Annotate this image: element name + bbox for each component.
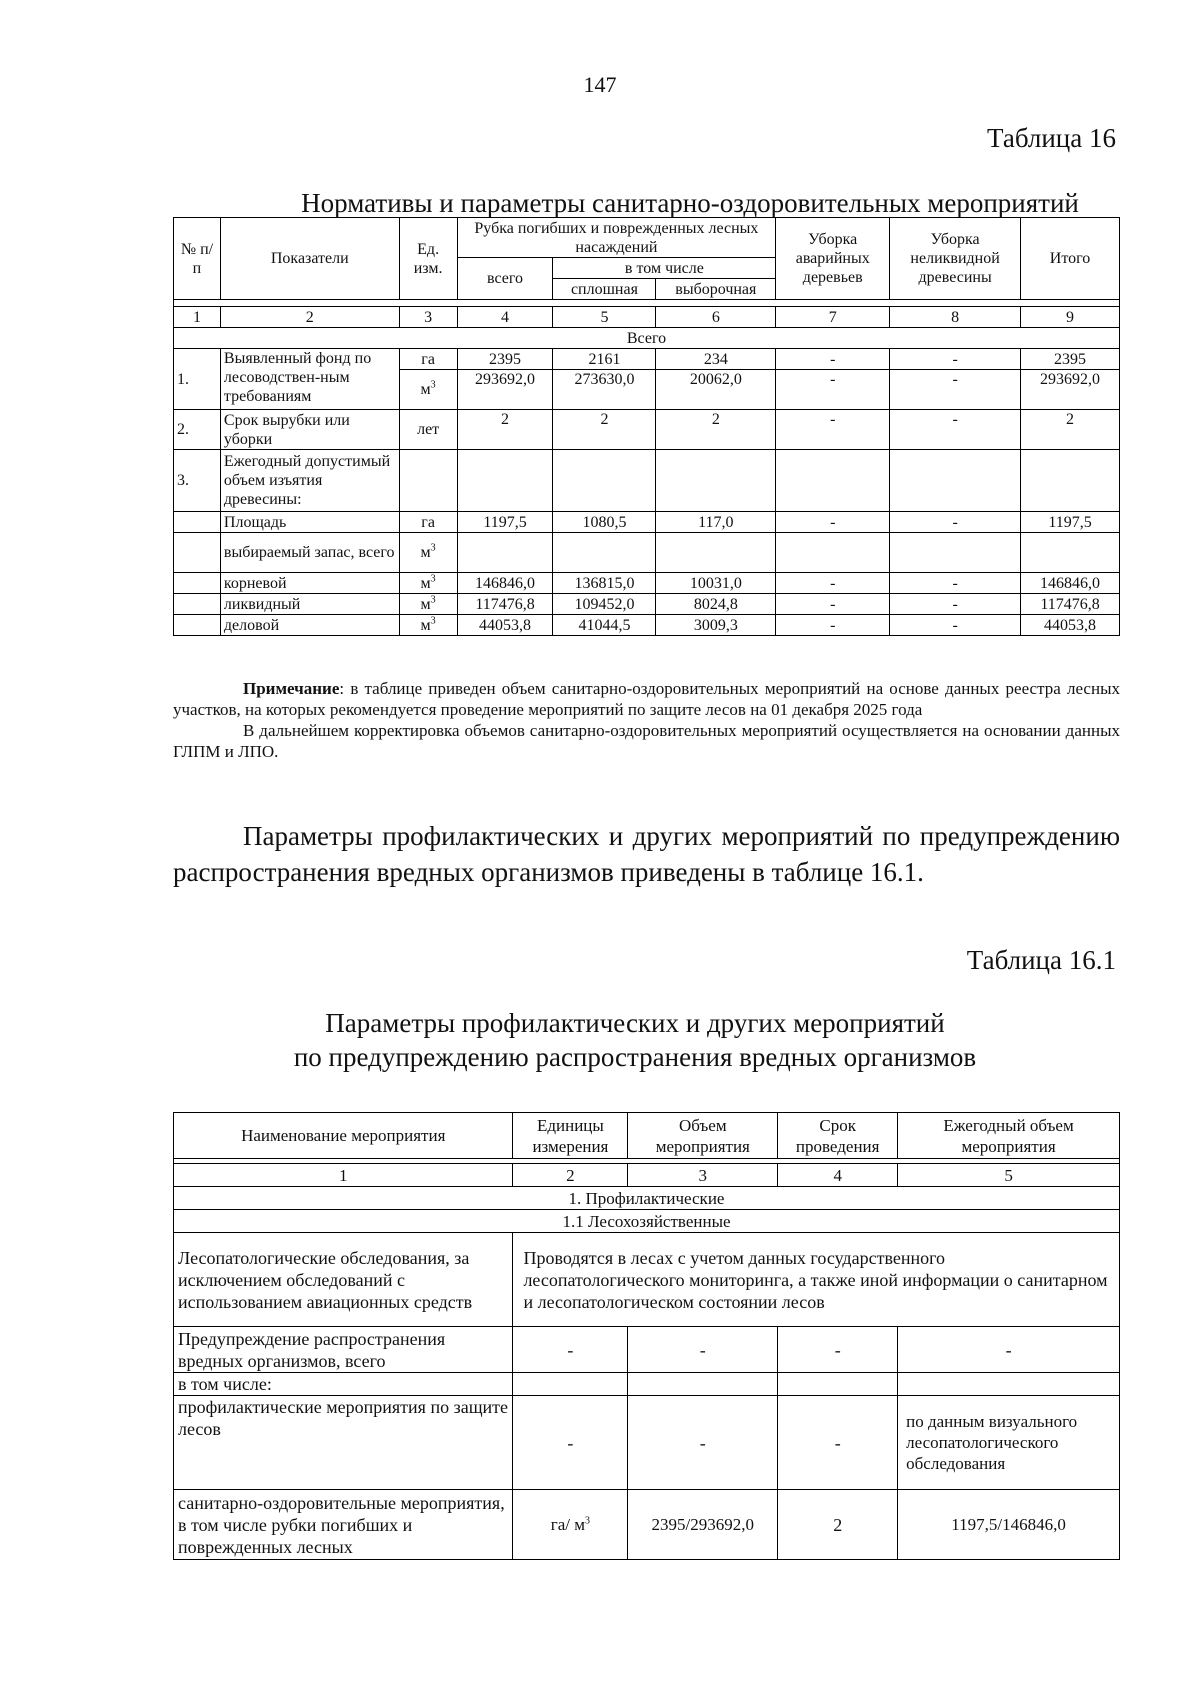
header-selective: выборочная: [656, 279, 776, 300]
note-bold: Примечание: [243, 679, 340, 698]
value-cell: 2395/293692,0: [628, 1490, 778, 1560]
table-16-title: Нормативы и параметры санитарно-оздоровительных мероприятий: [301, 188, 1079, 218]
note-block: [173, 678, 1120, 762]
value-cell: 2: [1021, 410, 1120, 450]
unit-cell: га: [399, 349, 457, 370]
table-16-1-title-line1: Параметры профилактических и других мероприятий: [325, 1008, 945, 1038]
row-label: Ежегодный допустимый объем изъятия древесины:: [220, 450, 399, 512]
body-paragraph-text: Параметры профилактических и других мероприятий по предупреждению распространения вредных организмов приведены в таблице 16.1.: [173, 821, 1120, 887]
unit-cell: [513, 1490, 628, 1560]
value-cell: -: [890, 615, 1021, 636]
value-cell: 1197,5: [457, 512, 553, 533]
col-number: 7: [776, 307, 890, 328]
value-cell: 2: [656, 410, 776, 450]
value-cell: -: [890, 594, 1021, 615]
activity-name: Предупреждение распространения вредных организмов, всего: [174, 1327, 513, 1373]
unit-cell: [399, 533, 457, 573]
unit-sup: 3: [430, 594, 436, 606]
col-number: 9: [1021, 307, 1120, 328]
activity-name: санитарно-оздоровительные мероприятия, в том числе рубки погибших и поврежденных лесных: [174, 1490, 513, 1560]
value-cell: 10031,0: [656, 573, 776, 594]
unit-cell: лет: [399, 410, 457, 450]
header-cell: Ежегодный объем мероприятия: [898, 1113, 1120, 1159]
value-cell: -: [776, 615, 890, 636]
row-label: корневой: [220, 573, 399, 594]
subsection-heading: 1.1 Лесохозяйственные: [174, 1210, 1120, 1233]
unit-text: м: [420, 381, 431, 398]
unit-cell: [399, 370, 457, 410]
value-cell: -: [513, 1327, 628, 1373]
row-label: ликвидный: [220, 594, 399, 615]
header-nonliquid: Уборка неликвидной древесины: [890, 218, 1021, 300]
value-cell: -: [898, 1327, 1120, 1373]
unit-cell: [399, 615, 457, 636]
value-cell: -: [776, 370, 890, 410]
value-cell: -: [890, 370, 1021, 410]
value-cell: 146846,0: [457, 573, 553, 594]
row-label: Выявленный фонд по лесоводствен-ным требованиям: [220, 349, 399, 410]
merged-description: Проводятся в лесах с учетом данных государственного лесопатологического мониторинга, а также иной информации о санитарном и лесопатологическом состоянии лесов: [513, 1233, 1120, 1327]
table-16-1-title-line2: по предупреждению распространения вредных организмов: [293, 1042, 977, 1072]
table-16-1: [173, 1112, 1120, 1560]
value-cell: -: [776, 349, 890, 370]
header-cell: Срок проведения: [778, 1113, 898, 1159]
header-windfall: Уборка аварийных деревьев: [776, 218, 890, 300]
table-16-label: Таблица 16: [987, 123, 1116, 153]
header-clear: сплошная: [553, 279, 656, 300]
row-number: 3.: [174, 450, 221, 512]
unit-sup: 3: [585, 1515, 591, 1527]
value-cell: -: [628, 1327, 778, 1373]
row-number: 1.: [174, 349, 221, 410]
unit-text: га/ м: [550, 1515, 586, 1534]
col-number: 8: [890, 307, 1021, 328]
value-cell: -: [778, 1396, 898, 1490]
unit-text: м: [420, 616, 431, 634]
value-cell: 136815,0: [553, 573, 656, 594]
unit-sup: 3: [430, 379, 436, 391]
table-16-1-label: Таблица 16.1: [966, 945, 1116, 975]
value-cell: -: [776, 573, 890, 594]
value-cell: 117476,8: [457, 594, 553, 615]
value-cell: 20062,0: [656, 370, 776, 410]
value-cell: 3009,3: [656, 615, 776, 636]
unit-text: м: [420, 544, 431, 561]
activity-name: профилактические мероприятия по защите лесов: [174, 1396, 513, 1490]
col-number: 4: [778, 1164, 898, 1187]
value-cell: 1197,5: [1021, 512, 1120, 533]
row-label: деловой: [220, 615, 399, 636]
header-felling: Рубка погибших и поврежденных лесных насаждений: [457, 218, 776, 258]
value-cell: -: [776, 594, 890, 615]
value-cell: -: [778, 1327, 898, 1373]
value-cell: -: [513, 1396, 628, 1490]
value-cell: 234: [656, 349, 776, 370]
value-cell: 41044,5: [553, 615, 656, 636]
value-cell: -: [890, 349, 1021, 370]
col-number: 1: [174, 1164, 513, 1187]
value-cell: 2: [553, 410, 656, 450]
col-number: 6: [656, 307, 776, 328]
header-num: № п/п: [174, 218, 221, 300]
value-cell: 117476,8: [1021, 594, 1120, 615]
col-number: 1: [174, 307, 221, 328]
col-number: 2: [513, 1164, 628, 1187]
col-number: 5: [553, 307, 656, 328]
value-cell: 2: [457, 410, 553, 450]
unit-sup: 3: [430, 573, 436, 585]
value-cell: 1080,5: [553, 512, 656, 533]
header-including: в том числе: [553, 258, 776, 279]
table-16: [173, 217, 1120, 636]
value-cell: -: [776, 512, 890, 533]
col-number: 5: [898, 1164, 1120, 1187]
col-number: 2: [220, 307, 399, 328]
note-paragraph-2: В дальнейшем корректировка объемов санитарно-оздоровительных мероприятий осуществляется на основании данных ГЛПМ и ЛПО.: [173, 721, 1120, 761]
header-total: всего: [457, 258, 553, 300]
row-label: выбираемый запас, всего: [220, 533, 399, 573]
value-cell: 2161: [553, 349, 656, 370]
annual-volume: 1197,5/146846,0: [898, 1490, 1120, 1560]
value-cell: -: [628, 1396, 778, 1490]
value-cell: -: [890, 410, 1021, 450]
header-cell: Единицы измерения: [513, 1113, 628, 1159]
header-cell: Объем мероприятия: [628, 1113, 778, 1159]
col-number: 3: [399, 307, 457, 328]
value-cell: 273630,0: [553, 370, 656, 410]
value-cell: 44053,8: [1021, 615, 1120, 636]
section-total: Всего: [174, 328, 1120, 349]
value-cell: -: [776, 410, 890, 450]
unit-text: м: [420, 595, 431, 613]
value-cell: -: [890, 512, 1021, 533]
activity-name: Лесопатологические обследования, за исключением обследований с использованием авиационных средств: [174, 1233, 513, 1327]
header-unit: Ед. изм.: [399, 218, 457, 300]
col-number: 4: [457, 307, 553, 328]
header-sum: Итого: [1021, 218, 1120, 300]
annual-volume: по данным визуального лесопатологического обследования: [898, 1396, 1120, 1490]
unit-sup: 3: [430, 615, 436, 627]
note-paragraph: [173, 678, 1120, 720]
header-indicator: Показатели: [220, 218, 399, 300]
page-number: 147: [583, 72, 617, 97]
row-number: 2.: [174, 410, 221, 450]
unit-cell: [399, 594, 457, 615]
unit-cell: [399, 573, 457, 594]
value-cell: 146846,0: [1021, 573, 1120, 594]
row-label: Срок вырубки или уборки: [220, 410, 399, 450]
value-cell: 8024,8: [656, 594, 776, 615]
body-paragraph: [173, 818, 1120, 890]
value-cell: -: [890, 573, 1021, 594]
header-cell: Наименование мероприятия: [174, 1113, 513, 1159]
value-cell: 2395: [457, 349, 553, 370]
value-cell: 293692,0: [1021, 370, 1120, 410]
value-cell: 117,0: [656, 512, 776, 533]
note-text: : в таблице приведен объем санитарно-оздоровительных мероприятий на основе данных реестра лесных участков, на которых рекомендуется проведение мероприятий по защите лесов на 01 декабря 2025 года: [173, 679, 1120, 719]
unit-text: м: [420, 574, 431, 592]
value-cell: 44053,8: [457, 615, 553, 636]
value-cell: 109452,0: [553, 594, 656, 615]
value-cell: 2395: [1021, 349, 1120, 370]
col-number: 3: [628, 1164, 778, 1187]
row-label: Площадь: [220, 512, 399, 533]
activity-name: в том числе:: [174, 1373, 513, 1396]
value-cell: 293692,0: [457, 370, 553, 410]
section-heading: 1. Профилактические: [174, 1187, 1120, 1210]
value-cell: 2: [778, 1490, 898, 1560]
unit-cell: га: [399, 512, 457, 533]
unit-sup: 3: [430, 542, 436, 554]
